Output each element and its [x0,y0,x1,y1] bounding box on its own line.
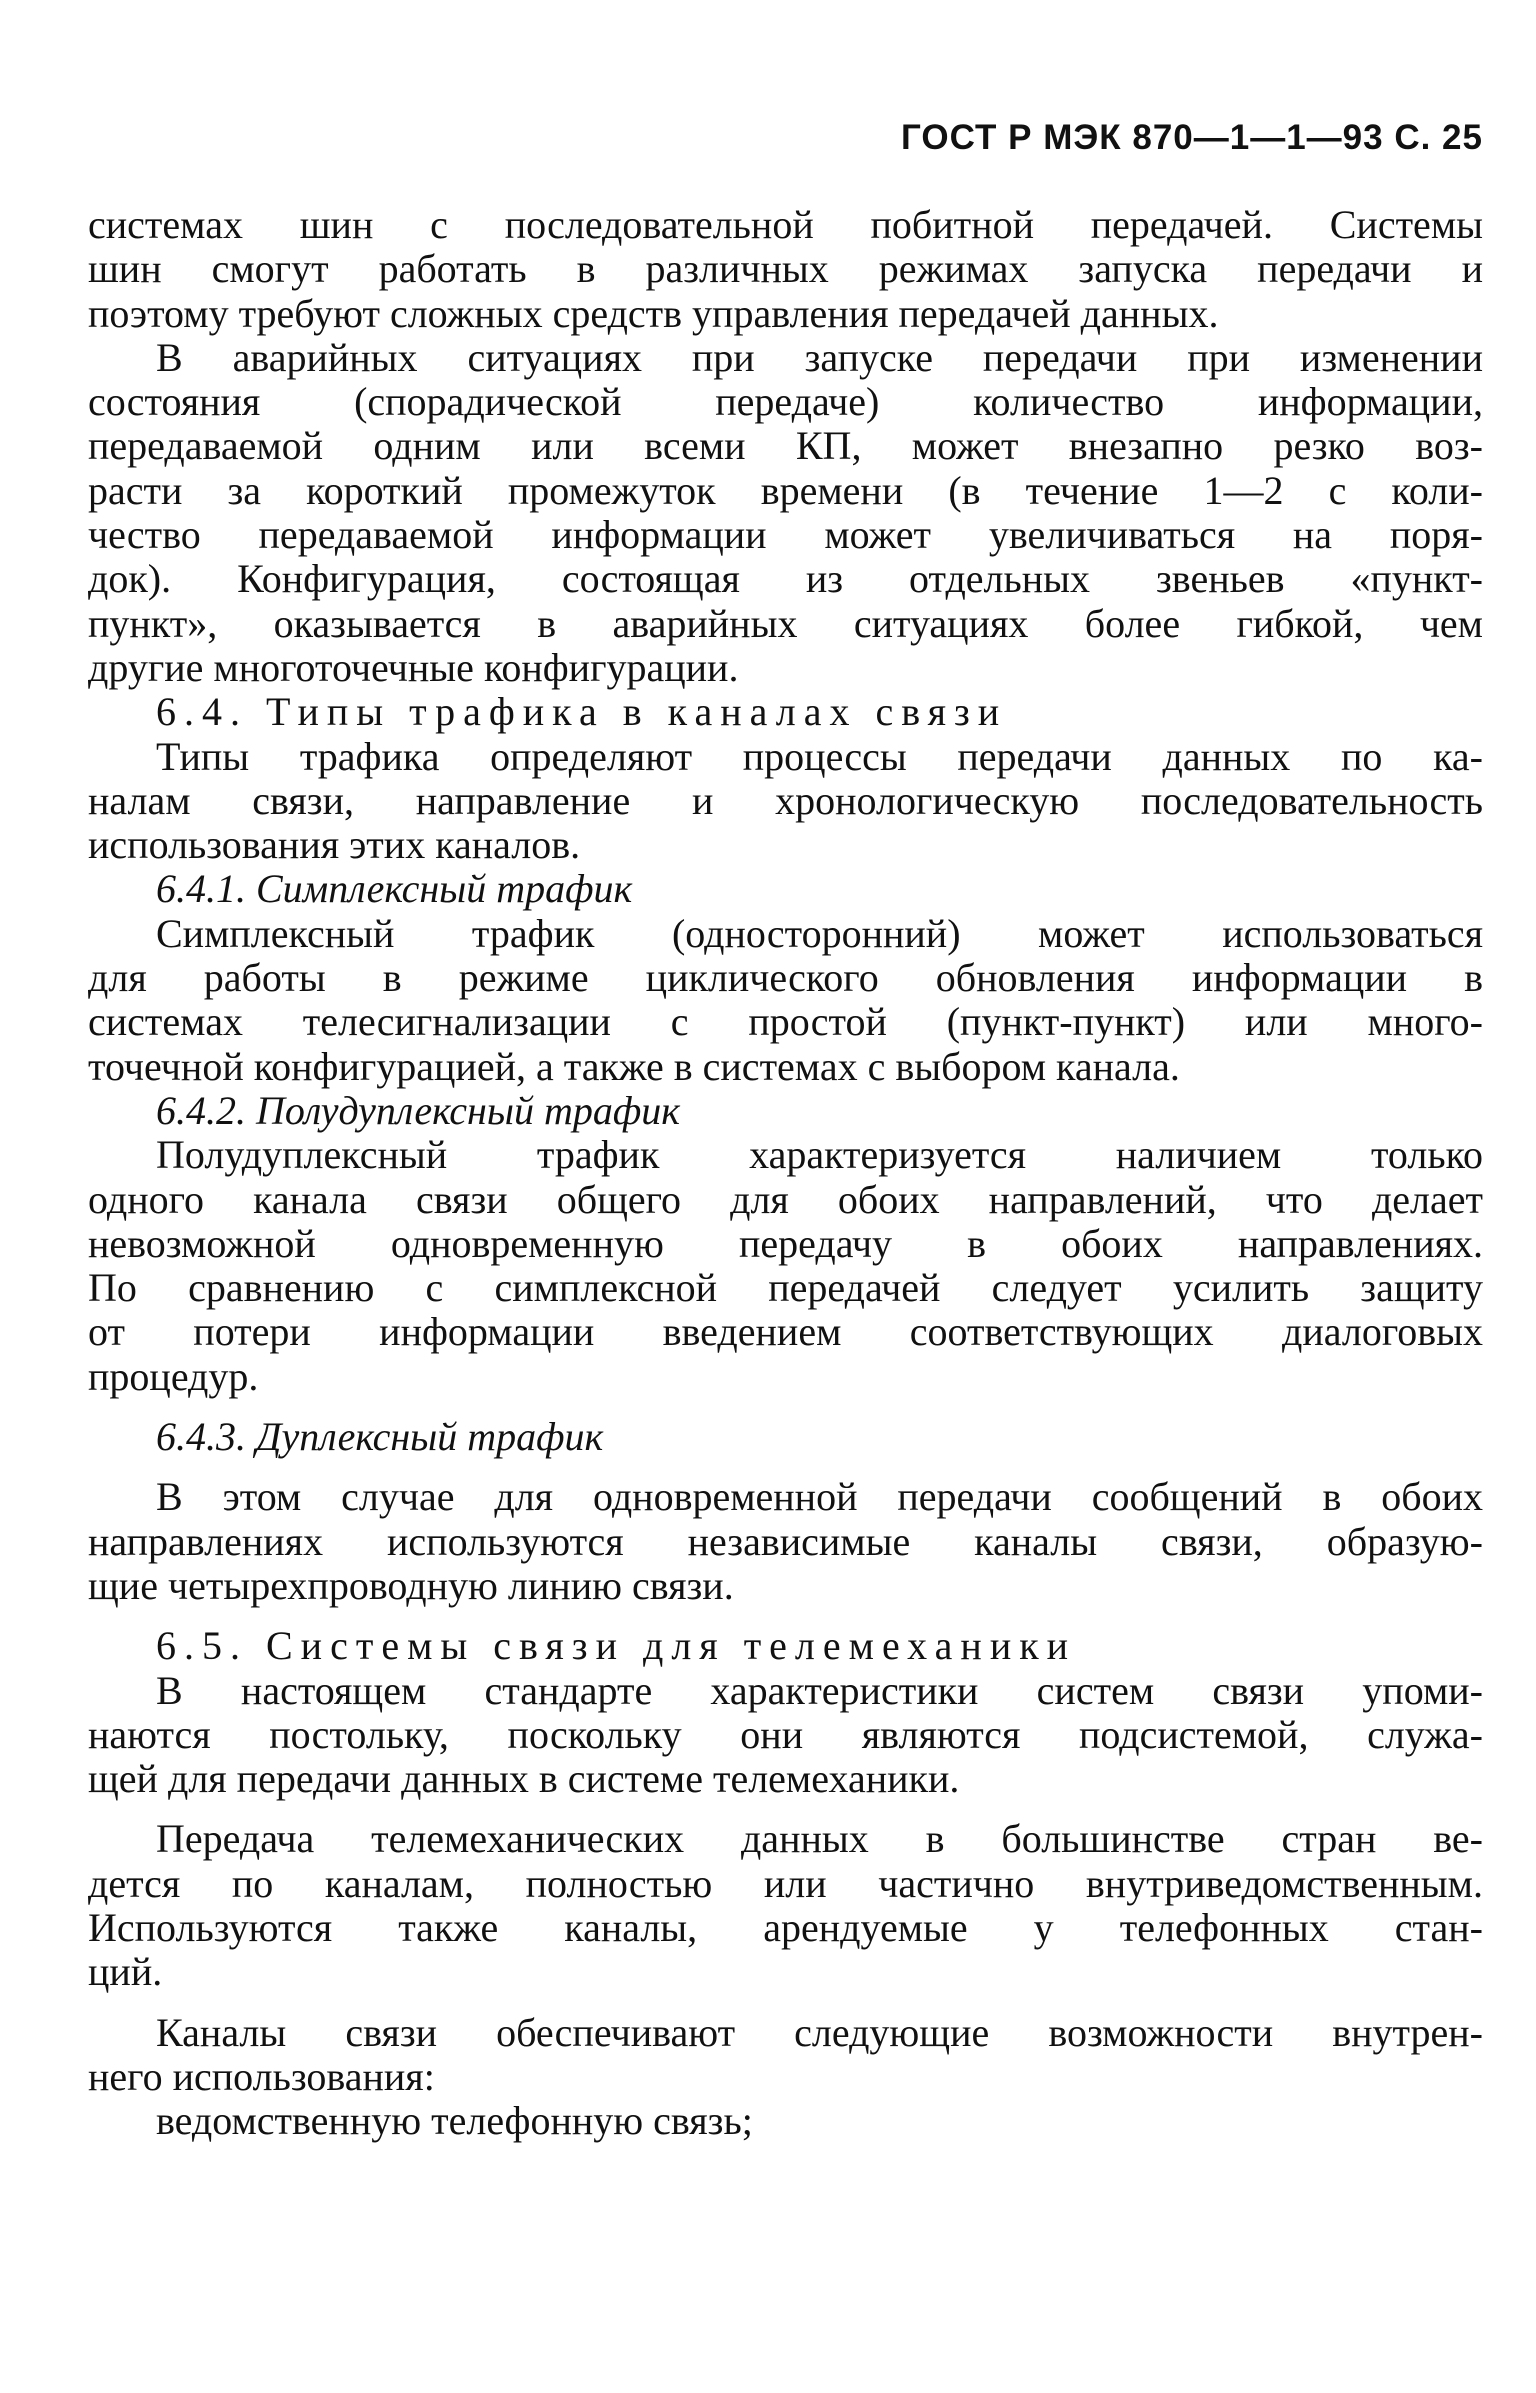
text-line: системах шин с последовательной побитной передачей. Системы [88,202,1483,247]
text-line: передаваемой одним или всеми КП, может внезапно резко воз- [88,423,1483,469]
text-line: В этом случае для одновременной передачи сообщений в обоих [156,1474,1483,1520]
text-line: процедур. [88,1353,259,1399]
text-line: пункт», оказывается в аварийных ситуациях более гибкой, чем [88,600,1483,646]
section-heading-line: 6.4.3. Дуплексный трафик [156,1414,604,1460]
text-line: шин смогут работать в различных режимах запуска передачи и [88,246,1483,292]
text-line: чество передаваемой информации может увеличиваться на поря- [88,512,1483,558]
text-line: щей для передачи данных в системе телемеханики. [88,1756,960,1802]
body-text [88,203,1483,2143]
text-line: По сравнению с симплексной передачей следует усилить защиту [88,1265,1483,1311]
text-line: направлениях используются независимые каналы связи, образую- [88,1518,1483,1564]
text-line: Симплексный трафик (односторонний) может использоваться [156,910,1483,956]
text-line: расти за короткий промежуток времени (в течение 1—2 с коли- [88,467,1483,513]
text-line: док). Конфигурация, состоящая из отдельных звеньев «пункт- [88,556,1483,602]
text-line: В настоящем стандарте характеристики систем связи упоми- [156,1667,1483,1713]
text-line: него использования: [88,2053,435,2099]
paragraph-gap [88,1995,1483,2011]
paragraph-gap [88,1608,1483,1624]
text-line: одного канала связи общего для обоих направлений, что делает [88,1176,1483,1222]
text-line: состояния (спорадической передаче) количество информации, [88,379,1483,425]
paragraph-gap [88,1399,1483,1415]
text-line: В аварийных ситуациях при запуске передачи при изменении [156,334,1483,380]
section-heading-line: 6.5. Системы связи для телемеханики [156,1623,1077,1669]
paragraph-gap [88,1801,1483,1817]
text-line: для работы в режиме циклического обновления информации в [88,955,1483,1001]
text-line: налам связи, направление и хронологическую последовательность [88,777,1483,823]
text-line: невозможной одновременную передачу в обоих направлениях. [88,1220,1483,1266]
text-line: щие четырехпроводную линию связи. [88,1562,734,1608]
text-line: Каналы связи обеспечивают следующие возможности внутрен- [156,2009,1483,2055]
text-line: Используются также каналы, арендуемые у телефонных стан- [88,1904,1483,1950]
section-heading-line: 6.4. Типы трафика в каналах связи [156,689,1008,735]
section-heading-line: 6.4.2. Полудуплексный трафик [156,1087,680,1133]
text-line: другие многоточечные конфигурации. [88,644,739,690]
text-line: Передача телемеханических данных в большинстве стран ве- [156,1816,1483,1862]
text-line: ведомственную телефонную связь; [156,2098,753,2144]
page-header: ГОСТ Р МЭК 870—1—1—93 С. 25 [901,118,1483,157]
section-heading-line: 6.4.1. Симплексный трафик [156,866,633,912]
text-line: дется по каналам, полностью или частично внутриведомственным. [88,1860,1483,1906]
text-line: системах телесигнализации с простой (пункт-пункт) или много- [88,999,1483,1045]
document-page [88,0,1483,2393]
text-line: Полудуплексный трафик характеризуется наличием только [156,1132,1483,1178]
text-line: наются постольку, поскольку они являются подсистемой, служа- [88,1711,1483,1757]
text-line: поэтому требуют сложных средств управления передачей данных. [88,290,1219,336]
text-line: точечной конфигурацией, а также в системах с выбором канала. [88,1043,1180,1089]
text-line: ций. [88,1949,163,1995]
paragraph-gap [88,1459,1483,1475]
text-line: использования этих каналов. [88,822,581,868]
text-line: от потери информации введением соответствующих диалоговых [88,1309,1483,1355]
text-line: Типы трафика определяют процессы передачи данных по ка- [156,733,1483,779]
